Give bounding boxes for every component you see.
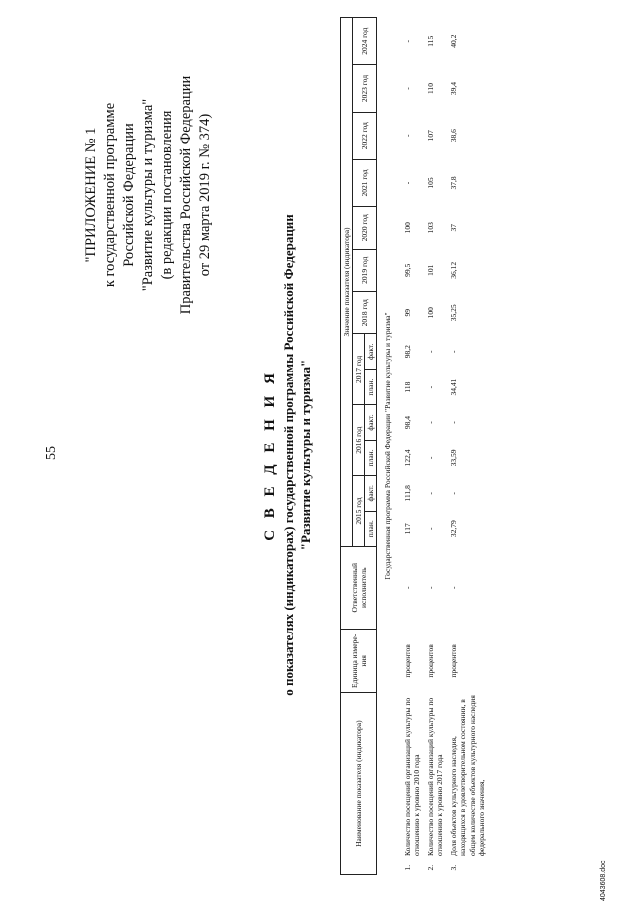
- indicator-responsible: -: [425, 586, 435, 589]
- header-2022: 2022 год: [353, 112, 377, 159]
- row-number: 3.: [448, 864, 458, 871]
- value-cell: 98,2: [402, 345, 412, 359]
- header-responsible: Ответственный исполнитель: [341, 546, 377, 629]
- value-cell: 36,12: [448, 261, 458, 279]
- indicator-responsible: -: [448, 586, 458, 589]
- value-cell: -: [425, 385, 435, 389]
- value-cell: 103: [425, 222, 435, 234]
- value-cell: 99,5: [402, 263, 412, 277]
- value-cell: 37: [448, 224, 458, 232]
- document-reference: 4043608.doc: [600, 860, 607, 901]
- value-cell: 39,4: [448, 81, 458, 96]
- value-cell: 99: [402, 309, 412, 317]
- appendix-line: Российской Федерации: [121, 123, 137, 267]
- indicator-unit: процентов: [448, 644, 458, 678]
- value-cell: 101: [425, 264, 435, 276]
- header-fact: факт.: [365, 334, 377, 369]
- header-fact: факт.: [365, 405, 377, 440]
- value-cell: 37,8: [448, 176, 458, 190]
- value-cell: 100: [425, 307, 435, 319]
- indicator-name: Доля объектов культурного наследия, находящихся в удовлетворительном состоянии, в общем количестве объектов культурного наследия федерального значения,: [448, 695, 486, 856]
- value-cell: 110: [425, 83, 435, 95]
- value-cell: 115: [425, 35, 435, 47]
- value-cell: -: [448, 492, 458, 495]
- program-row: [377, 18, 401, 875]
- page-number: 55: [44, 446, 59, 460]
- header-2016: 2016 год: [353, 405, 365, 476]
- title-line-2: "Развитие культуры и туризма": [298, 359, 313, 551]
- value-cell: -: [425, 421, 435, 424]
- value-cell: 34,41: [448, 378, 458, 396]
- value-cell: 111,8: [402, 485, 412, 502]
- value-cell: -: [448, 350, 458, 353]
- value-cell: 122,4: [402, 449, 412, 467]
- title-line-1: о показателях (индикаторах) государственной программы Российской Федерации: [281, 214, 296, 696]
- indicators-table: [340, 17, 489, 875]
- header-fact: факт.: [365, 476, 377, 511]
- value-cell: -: [425, 350, 435, 353]
- header-2020: 2020 год: [353, 207, 377, 249]
- value-cell: 118: [402, 381, 412, 393]
- header-2021: 2021 год: [353, 159, 377, 206]
- indicator-name: Количество посещений организаций культуры по отношению к уровню 2017 года: [425, 697, 444, 856]
- value-cell: -: [448, 421, 458, 424]
- header-unit: Единица измере-ния: [341, 629, 377, 693]
- row-number: 1.: [402, 864, 412, 871]
- header-2018: 2018 год: [353, 292, 377, 334]
- value-cell: 33,59: [448, 449, 458, 467]
- appendix-line: Правительства Российской Федерации: [178, 75, 194, 315]
- header-plan: план.: [365, 511, 377, 546]
- appendix-line: от 29 марта 2019 г. № 374): [197, 113, 213, 277]
- document-title: [260, 125, 314, 785]
- indicators-table-wrap: [340, 17, 489, 875]
- value-cell: 117: [402, 523, 412, 535]
- value-cell: 40,2: [448, 34, 458, 48]
- header-2015: 2015 год: [353, 476, 365, 547]
- header-2024: 2024 год: [353, 18, 377, 65]
- value-cell: -: [402, 181, 412, 185]
- indicator-name: Количество посещений организаций культуры по отношению к уровню 2010 года: [402, 697, 421, 856]
- header-plan: план.: [365, 440, 377, 475]
- table-row: [424, 18, 447, 875]
- value-cell: -: [425, 492, 435, 495]
- indicator-unit: процентов: [425, 644, 435, 678]
- value-cell: 100: [402, 222, 412, 234]
- table-row: [447, 18, 489, 875]
- appendix-line: (в редакции постановления: [159, 110, 175, 280]
- value-cell: -: [402, 87, 412, 90]
- program-title: Государственная программа Российской Федерации "Развитие культуры и туризма": [383, 312, 392, 580]
- row-number: 2.: [425, 864, 435, 871]
- header-values: Значение показателя (индикатора): [341, 18, 353, 547]
- appendix-line: "ПРИЛОЖЕНИЕ № 1: [83, 127, 99, 263]
- value-cell: 35,25: [448, 304, 458, 322]
- header-name: Наименование показателя (индикатора): [341, 693, 377, 875]
- value-cell: 105: [425, 177, 435, 189]
- value-cell: -: [402, 39, 412, 43]
- header-2023: 2023 год: [353, 65, 377, 112]
- value-cell: 38,6: [448, 129, 458, 143]
- table-row: [401, 18, 424, 875]
- value-cell: 32,79: [448, 520, 458, 538]
- value-cell: 98,4: [402, 415, 412, 430]
- appendix-line: к государственной программе: [102, 102, 118, 288]
- indicator-responsible: -: [402, 586, 412, 589]
- value-cell: 107: [425, 130, 435, 142]
- header-2019: 2019 год: [353, 249, 377, 291]
- title-svedeniya: С В Е Д Е Н И Я: [262, 369, 278, 541]
- appendix-line: "Развитие культуры и туризма": [140, 98, 156, 292]
- appendix-block: [82, 5, 215, 385]
- header-2017: 2017 год: [353, 334, 365, 405]
- value-cell: -: [402, 134, 412, 137]
- value-cell: -: [425, 527, 435, 530]
- header-plan: план.: [365, 369, 377, 404]
- indicator-unit: процентов: [402, 644, 412, 678]
- value-cell: -: [425, 456, 435, 460]
